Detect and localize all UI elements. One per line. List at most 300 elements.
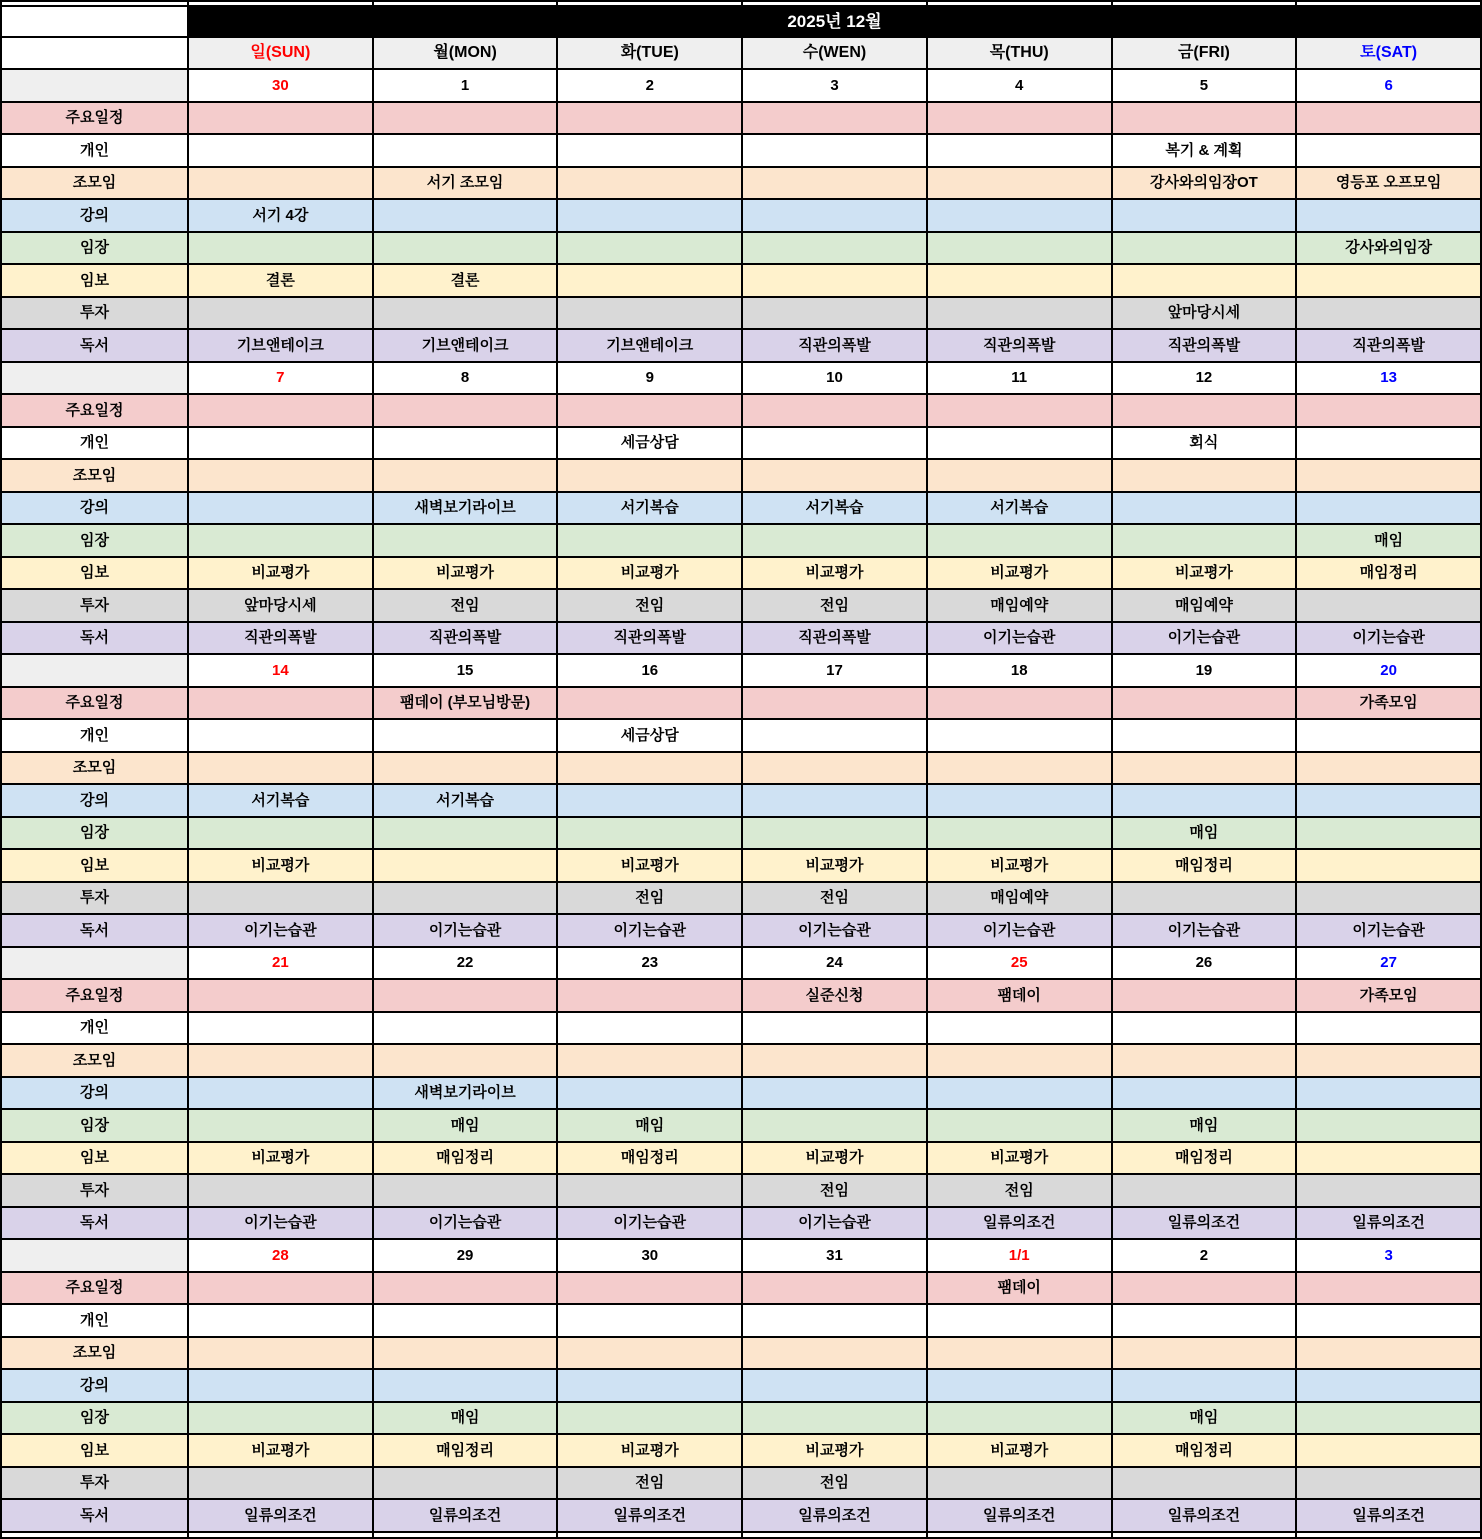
- event-cell-group-meeting-week1-tue[interactable]: [558, 168, 741, 199]
- row-label-major-schedule-week1[interactable]: 주요일정: [2, 103, 187, 134]
- event-cell-investment-week3-wed[interactable]: 전임: [743, 883, 926, 914]
- event-cell-report-week4-sun[interactable]: 비교평가: [189, 1143, 372, 1174]
- event-cell-personal-week4-fri[interactable]: [1113, 1013, 1296, 1044]
- event-cell-report-week4-thu[interactable]: 비교평가: [928, 1143, 1111, 1174]
- event-cell-group-meeting-week1-thu[interactable]: [928, 168, 1111, 199]
- event-cell-group-meeting-week5-wed[interactable]: [743, 1338, 926, 1369]
- event-cell-reading-week3-fri[interactable]: 이기는습관: [1113, 915, 1296, 946]
- date-cell-week3-wed[interactable]: 17: [743, 655, 926, 686]
- event-cell-investment-week3-sat[interactable]: [1297, 883, 1480, 914]
- date-cell-week3-mon[interactable]: 15: [374, 655, 557, 686]
- event-cell-investment-week2-tue[interactable]: 전임: [558, 590, 741, 621]
- event-cell-report-week5-thu[interactable]: 비교평가: [928, 1435, 1111, 1466]
- event-cell-personal-week5-mon[interactable]: [374, 1305, 557, 1336]
- event-cell-major-schedule-week1-thu[interactable]: [928, 103, 1111, 134]
- event-cell-lecture-week5-mon[interactable]: [374, 1370, 557, 1401]
- event-cell-reading-week1-thu[interactable]: 직관의폭발: [928, 330, 1111, 361]
- event-cell-lecture-week1-tue[interactable]: [558, 200, 741, 231]
- event-cell-report-week3-sat[interactable]: [1297, 850, 1480, 881]
- event-cell-personal-week3-tue[interactable]: 세금상담: [558, 720, 741, 751]
- event-cell-report-week1-mon[interactable]: 결론: [374, 265, 557, 296]
- event-cell-reading-week5-thu[interactable]: 일류의조건: [928, 1500, 1111, 1531]
- event-cell-major-schedule-week3-sun[interactable]: [189, 688, 372, 719]
- event-cell-investment-week2-wed[interactable]: 전임: [743, 590, 926, 621]
- event-cell-group-meeting-week4-thu[interactable]: [928, 1045, 1111, 1076]
- date-cell-week4-tue[interactable]: 23: [558, 948, 741, 979]
- event-cell-report-week3-tue[interactable]: 비교평가: [558, 850, 741, 881]
- event-cell-group-meeting-week3-wed[interactable]: [743, 753, 926, 784]
- event-cell-investment-week1-tue[interactable]: [558, 298, 741, 329]
- event-cell-reading-week1-fri[interactable]: 직관의폭발: [1113, 330, 1296, 361]
- date-cell-week3-sat[interactable]: 20: [1297, 655, 1480, 686]
- date-cell-week4-mon[interactable]: 22: [374, 948, 557, 979]
- event-cell-personal-week5-thu[interactable]: [928, 1305, 1111, 1336]
- event-cell-reading-week2-sun[interactable]: 직관의폭발: [189, 623, 372, 654]
- event-cell-lecture-week4-fri[interactable]: [1113, 1078, 1296, 1109]
- row-label-site-visit-week3[interactable]: 임장: [2, 818, 187, 849]
- event-cell-investment-week3-mon[interactable]: [374, 883, 557, 914]
- event-cell-reading-week1-mon[interactable]: 기브앤테이크: [374, 330, 557, 361]
- event-cell-site-visit-week3-tue[interactable]: [558, 818, 741, 849]
- event-cell-lecture-week3-sun[interactable]: 서기복습: [189, 785, 372, 816]
- event-cell-personal-week5-wed[interactable]: [743, 1305, 926, 1336]
- event-cell-lecture-week1-sun[interactable]: 서기 4강: [189, 200, 372, 231]
- day-header-cell-mon[interactable]: 월(MON): [374, 38, 557, 68]
- event-cell-personal-week4-wed[interactable]: [743, 1013, 926, 1044]
- event-cell-major-schedule-week5-mon[interactable]: [374, 1273, 557, 1304]
- event-cell-lecture-week3-tue[interactable]: [558, 785, 741, 816]
- event-cell-group-meeting-week5-fri[interactable]: [1113, 1338, 1296, 1369]
- event-cell-group-meeting-week4-wed[interactable]: [743, 1045, 926, 1076]
- event-cell-investment-week4-wed[interactable]: 전임: [743, 1175, 926, 1206]
- event-cell-major-schedule-week5-sun[interactable]: [189, 1273, 372, 1304]
- event-cell-lecture-week5-thu[interactable]: [928, 1370, 1111, 1401]
- event-cell-site-visit-week2-sat[interactable]: 매임: [1297, 525, 1480, 556]
- event-cell-site-visit-week1-wed[interactable]: [743, 233, 926, 264]
- row-label-lecture-week1[interactable]: 강의: [2, 200, 187, 231]
- event-cell-investment-week5-tue[interactable]: 전임: [558, 1468, 741, 1499]
- row-label-site-visit-week4[interactable]: 임장: [2, 1110, 187, 1141]
- event-cell-reading-week1-sun[interactable]: 기브앤테이크: [189, 330, 372, 361]
- row-label-report-week3[interactable]: 임보: [2, 850, 187, 881]
- event-cell-lecture-week2-thu[interactable]: 서기복습: [928, 493, 1111, 524]
- event-cell-site-visit-week3-fri[interactable]: 매임: [1113, 818, 1296, 849]
- event-cell-major-schedule-week3-fri[interactable]: [1113, 688, 1296, 719]
- row-label-major-schedule-week2[interactable]: 주요일정: [2, 395, 187, 426]
- row-label-reading-week3[interactable]: 독서: [2, 915, 187, 946]
- row-label-group-meeting-week1[interactable]: 조모임: [2, 168, 187, 199]
- event-cell-personal-week1-fri[interactable]: 복기 & 계획: [1113, 135, 1296, 166]
- event-cell-major-schedule-week2-sat[interactable]: [1297, 395, 1480, 426]
- event-cell-investment-week4-fri[interactable]: [1113, 1175, 1296, 1206]
- row-label-investment-week1[interactable]: 투자: [2, 298, 187, 329]
- event-cell-reading-week5-wed[interactable]: 일류의조건: [743, 1500, 926, 1531]
- row-label-reading-week4[interactable]: 독서: [2, 1208, 187, 1239]
- row-label-report-week2[interactable]: 임보: [2, 558, 187, 589]
- event-cell-major-schedule-week2-fri[interactable]: [1113, 395, 1296, 426]
- event-cell-reading-week5-sat[interactable]: 일류의조건: [1297, 1500, 1480, 1531]
- event-cell-major-schedule-week3-tue[interactable]: [558, 688, 741, 719]
- event-cell-major-schedule-week1-sun[interactable]: [189, 103, 372, 134]
- week-4-date-label-cell[interactable]: [2, 948, 187, 979]
- event-cell-report-week5-fri[interactable]: 매임정리: [1113, 1435, 1296, 1466]
- event-cell-site-visit-week1-sun[interactable]: [189, 233, 372, 264]
- row-label-report-week1[interactable]: 임보: [2, 265, 187, 296]
- event-cell-site-visit-week2-wed[interactable]: [743, 525, 926, 556]
- event-cell-lecture-week2-wed[interactable]: 서기복습: [743, 493, 926, 524]
- event-cell-reading-week4-mon[interactable]: 이기는습관: [374, 1208, 557, 1239]
- event-cell-major-schedule-week2-wed[interactable]: [743, 395, 926, 426]
- event-cell-group-meeting-week3-mon[interactable]: [374, 753, 557, 784]
- date-cell-week4-sun[interactable]: 21: [189, 948, 372, 979]
- event-cell-site-visit-week4-sun[interactable]: [189, 1110, 372, 1141]
- event-cell-report-week1-wed[interactable]: [743, 265, 926, 296]
- event-cell-reading-week2-sat[interactable]: 이기는습관: [1297, 623, 1480, 654]
- event-cell-personal-week1-thu[interactable]: [928, 135, 1111, 166]
- event-cell-major-schedule-week1-fri[interactable]: [1113, 103, 1296, 134]
- week-2-date-label-cell[interactable]: [2, 363, 187, 394]
- date-cell-week4-thu[interactable]: 25: [928, 948, 1111, 979]
- event-cell-reading-week2-wed[interactable]: 직관의폭발: [743, 623, 926, 654]
- event-cell-site-visit-week5-thu[interactable]: [928, 1403, 1111, 1434]
- event-cell-personal-week1-sat[interactable]: [1297, 135, 1480, 166]
- date-cell-week1-fri[interactable]: 5: [1113, 70, 1296, 101]
- event-cell-site-visit-week4-wed[interactable]: [743, 1110, 926, 1141]
- event-cell-group-meeting-week4-sat[interactable]: [1297, 1045, 1480, 1076]
- event-cell-site-visit-week4-sat[interactable]: [1297, 1110, 1480, 1141]
- date-cell-week3-tue[interactable]: 16: [558, 655, 741, 686]
- event-cell-group-meeting-week3-tue[interactable]: [558, 753, 741, 784]
- date-cell-week5-mon[interactable]: 29: [374, 1240, 557, 1271]
- event-cell-investment-week4-sat[interactable]: [1297, 1175, 1480, 1206]
- event-cell-site-visit-week3-mon[interactable]: [374, 818, 557, 849]
- event-cell-investment-week2-fri[interactable]: 매임예약: [1113, 590, 1296, 621]
- event-cell-lecture-week4-sun[interactable]: [189, 1078, 372, 1109]
- event-cell-major-schedule-week4-sat[interactable]: 가족모임: [1297, 980, 1480, 1011]
- event-cell-investment-week1-mon[interactable]: [374, 298, 557, 329]
- event-cell-investment-week5-wed[interactable]: 전임: [743, 1468, 926, 1499]
- row-label-reading-week1[interactable]: 독서: [2, 330, 187, 361]
- event-cell-site-visit-week3-sun[interactable]: [189, 818, 372, 849]
- event-cell-group-meeting-week1-fri[interactable]: 강사와의임장OT: [1113, 168, 1296, 199]
- event-cell-report-week4-sat[interactable]: [1297, 1143, 1480, 1174]
- event-cell-personal-week4-mon[interactable]: [374, 1013, 557, 1044]
- event-cell-site-visit-week4-tue[interactable]: 매임: [558, 1110, 741, 1141]
- event-cell-group-meeting-week5-tue[interactable]: [558, 1338, 741, 1369]
- event-cell-major-schedule-week4-thu[interactable]: 팸데이: [928, 980, 1111, 1011]
- event-cell-reading-week5-fri[interactable]: 일류의조건: [1113, 1500, 1296, 1531]
- event-cell-investment-week5-mon[interactable]: [374, 1468, 557, 1499]
- event-cell-lecture-week4-sat[interactable]: [1297, 1078, 1480, 1109]
- event-cell-reading-week5-tue[interactable]: 일류의조건: [558, 1500, 741, 1531]
- event-cell-investment-week4-tue[interactable]: [558, 1175, 741, 1206]
- event-cell-lecture-week5-fri[interactable]: [1113, 1370, 1296, 1401]
- event-cell-site-visit-week2-tue[interactable]: [558, 525, 741, 556]
- event-cell-site-visit-week2-fri[interactable]: [1113, 525, 1296, 556]
- row-label-report-week4[interactable]: 임보: [2, 1143, 187, 1174]
- event-cell-major-schedule-week5-thu[interactable]: 팸데이: [928, 1273, 1111, 1304]
- event-cell-investment-week1-sat[interactable]: [1297, 298, 1480, 329]
- date-cell-week1-mon[interactable]: 1: [374, 70, 557, 101]
- month-title[interactable]: 2025년 12월: [189, 7, 1480, 36]
- event-cell-group-meeting-week3-sat[interactable]: [1297, 753, 1480, 784]
- row-label-major-schedule-week5[interactable]: 주요일정: [2, 1273, 187, 1304]
- event-cell-lecture-week5-sun[interactable]: [189, 1370, 372, 1401]
- date-cell-week5-sun[interactable]: 28: [189, 1240, 372, 1271]
- event-cell-investment-week5-thu[interactable]: [928, 1468, 1111, 1499]
- event-cell-group-meeting-week1-sat[interactable]: 영등포 오프모임: [1297, 168, 1480, 199]
- event-cell-report-week3-fri[interactable]: 매임정리: [1113, 850, 1296, 881]
- event-cell-report-week3-sun[interactable]: 비교평가: [189, 850, 372, 881]
- event-cell-report-week1-thu[interactable]: [928, 265, 1111, 296]
- date-cell-week1-sun[interactable]: 30: [189, 70, 372, 101]
- event-cell-site-visit-week4-fri[interactable]: 매임: [1113, 1110, 1296, 1141]
- event-cell-lecture-week4-thu[interactable]: [928, 1078, 1111, 1109]
- event-cell-group-meeting-week2-wed[interactable]: [743, 460, 926, 491]
- event-cell-major-schedule-week2-sun[interactable]: [189, 395, 372, 426]
- event-cell-group-meeting-week3-fri[interactable]: [1113, 753, 1296, 784]
- date-cell-week2-thu[interactable]: 11: [928, 363, 1111, 394]
- event-cell-investment-week5-sat[interactable]: [1297, 1468, 1480, 1499]
- event-cell-group-meeting-week2-sat[interactable]: [1297, 460, 1480, 491]
- event-cell-site-visit-week1-fri[interactable]: [1113, 233, 1296, 264]
- row-label-personal-week4[interactable]: 개인: [2, 1013, 187, 1044]
- row-label-site-visit-week2[interactable]: 임장: [2, 525, 187, 556]
- event-cell-major-schedule-week1-tue[interactable]: [558, 103, 741, 134]
- event-cell-personal-week3-mon[interactable]: [374, 720, 557, 751]
- event-cell-site-visit-week3-wed[interactable]: [743, 818, 926, 849]
- event-cell-investment-week3-sun[interactable]: [189, 883, 372, 914]
- event-cell-report-week2-wed[interactable]: 비교평가: [743, 558, 926, 589]
- date-cell-week2-mon[interactable]: 8: [374, 363, 557, 394]
- date-cell-week5-wed[interactable]: 31: [743, 1240, 926, 1271]
- event-cell-site-visit-week4-mon[interactable]: 매임: [374, 1110, 557, 1141]
- event-cell-lecture-week3-thu[interactable]: [928, 785, 1111, 816]
- event-cell-major-schedule-week1-wed[interactable]: [743, 103, 926, 134]
- event-cell-site-visit-week4-thu[interactable]: [928, 1110, 1111, 1141]
- row-label-investment-week2[interactable]: 투자: [2, 590, 187, 621]
- event-cell-group-meeting-week2-sun[interactable]: [189, 460, 372, 491]
- event-cell-reading-week5-sun[interactable]: 일류의조건: [189, 1500, 372, 1531]
- row-label-investment-week5[interactable]: 투자: [2, 1468, 187, 1499]
- event-cell-personal-week2-sat[interactable]: [1297, 428, 1480, 459]
- day-header-cell-fri[interactable]: 금(FRI): [1113, 38, 1296, 68]
- event-cell-lecture-week3-fri[interactable]: [1113, 785, 1296, 816]
- event-cell-personal-week2-tue[interactable]: 세금상담: [558, 428, 741, 459]
- event-cell-lecture-week1-wed[interactable]: [743, 200, 926, 231]
- day-header-cell-sat[interactable]: 토(SAT): [1297, 38, 1480, 68]
- date-cell-week2-wed[interactable]: 10: [743, 363, 926, 394]
- event-cell-personal-week2-sun[interactable]: [189, 428, 372, 459]
- date-cell-week5-thu[interactable]: 1/1: [928, 1240, 1111, 1271]
- date-cell-week2-sun[interactable]: 7: [189, 363, 372, 394]
- row-label-personal-week3[interactable]: 개인: [2, 720, 187, 751]
- event-cell-major-schedule-week4-mon[interactable]: [374, 980, 557, 1011]
- event-cell-site-visit-week5-sun[interactable]: [189, 1403, 372, 1434]
- event-cell-personal-week5-fri[interactable]: [1113, 1305, 1296, 1336]
- event-cell-report-week2-sun[interactable]: 비교평가: [189, 558, 372, 589]
- event-cell-site-visit-week5-tue[interactable]: [558, 1403, 741, 1434]
- event-cell-lecture-week5-sat[interactable]: [1297, 1370, 1480, 1401]
- event-cell-investment-week2-sun[interactable]: 앞마당시세: [189, 590, 372, 621]
- event-cell-lecture-week4-mon[interactable]: 새벽보기라이브: [374, 1078, 557, 1109]
- event-cell-reading-week3-sun[interactable]: 이기는습관: [189, 915, 372, 946]
- event-cell-site-visit-week1-thu[interactable]: [928, 233, 1111, 264]
- row-label-lecture-week3[interactable]: 강의: [2, 785, 187, 816]
- event-cell-investment-week4-sun[interactable]: [189, 1175, 372, 1206]
- row-label-major-schedule-week3[interactable]: 주요일정: [2, 688, 187, 719]
- event-cell-group-meeting-week2-mon[interactable]: [374, 460, 557, 491]
- event-cell-reading-week4-sat[interactable]: 일류의조건: [1297, 1208, 1480, 1239]
- date-cell-week5-tue[interactable]: 30: [558, 1240, 741, 1271]
- event-cell-lecture-week1-thu[interactable]: [928, 200, 1111, 231]
- event-cell-personal-week4-sat[interactable]: [1297, 1013, 1480, 1044]
- event-cell-investment-week1-wed[interactable]: [743, 298, 926, 329]
- event-cell-reading-week4-fri[interactable]: 일류의조건: [1113, 1208, 1296, 1239]
- row-label-investment-week3[interactable]: 투자: [2, 883, 187, 914]
- event-cell-lecture-week2-sun[interactable]: [189, 493, 372, 524]
- event-cell-personal-week4-tue[interactable]: [558, 1013, 741, 1044]
- event-cell-report-week1-tue[interactable]: [558, 265, 741, 296]
- event-cell-lecture-week4-wed[interactable]: [743, 1078, 926, 1109]
- row-label-group-meeting-week4[interactable]: 조모임: [2, 1045, 187, 1076]
- event-cell-reading-week5-mon[interactable]: 일류의조건: [374, 1500, 557, 1531]
- row-label-report-week5[interactable]: 임보: [2, 1435, 187, 1466]
- event-cell-lecture-week2-tue[interactable]: 서기복습: [558, 493, 741, 524]
- event-cell-site-visit-week3-thu[interactable]: [928, 818, 1111, 849]
- event-cell-report-week2-thu[interactable]: 비교평가: [928, 558, 1111, 589]
- event-cell-group-meeting-week1-sun[interactable]: [189, 168, 372, 199]
- date-cell-week3-sun[interactable]: 14: [189, 655, 372, 686]
- event-cell-reading-week4-wed[interactable]: 이기는습관: [743, 1208, 926, 1239]
- event-cell-personal-week3-wed[interactable]: [743, 720, 926, 751]
- event-cell-investment-week4-thu[interactable]: 전임: [928, 1175, 1111, 1206]
- row-label-lecture-week4[interactable]: 강의: [2, 1078, 187, 1109]
- event-cell-lecture-week5-wed[interactable]: [743, 1370, 926, 1401]
- event-cell-group-meeting-week4-fri[interactable]: [1113, 1045, 1296, 1076]
- event-cell-site-visit-week5-mon[interactable]: 매임: [374, 1403, 557, 1434]
- event-cell-reading-week3-tue[interactable]: 이기는습관: [558, 915, 741, 946]
- event-cell-lecture-week1-mon[interactable]: [374, 200, 557, 231]
- event-cell-group-meeting-week3-thu[interactable]: [928, 753, 1111, 784]
- date-cell-week1-wed[interactable]: 3: [743, 70, 926, 101]
- date-cell-week4-fri[interactable]: 26: [1113, 948, 1296, 979]
- date-cell-week5-sat[interactable]: 3: [1297, 1240, 1480, 1271]
- event-cell-reading-week2-thu[interactable]: 이기는습관: [928, 623, 1111, 654]
- event-cell-group-meeting-week4-tue[interactable]: [558, 1045, 741, 1076]
- date-cell-week2-sat[interactable]: 13: [1297, 363, 1480, 394]
- event-cell-reading-week1-tue[interactable]: 기브앤테이크: [558, 330, 741, 361]
- event-cell-major-schedule-week5-tue[interactable]: [558, 1273, 741, 1304]
- week-3-date-label-cell[interactable]: [2, 655, 187, 686]
- date-cell-week3-thu[interactable]: 18: [928, 655, 1111, 686]
- row-label-personal-week2[interactable]: 개인: [2, 428, 187, 459]
- day-header-cell-thu[interactable]: 목(THU): [928, 38, 1111, 68]
- event-cell-group-meeting-week5-mon[interactable]: [374, 1338, 557, 1369]
- event-cell-report-week2-tue[interactable]: 비교평가: [558, 558, 741, 589]
- event-cell-report-week4-fri[interactable]: 매임정리: [1113, 1143, 1296, 1174]
- event-cell-group-meeting-week3-sun[interactable]: [189, 753, 372, 784]
- event-cell-report-week3-wed[interactable]: 비교평가: [743, 850, 926, 881]
- event-cell-personal-week3-thu[interactable]: [928, 720, 1111, 751]
- event-cell-lecture-week1-fri[interactable]: [1113, 200, 1296, 231]
- row-label-group-meeting-week2[interactable]: 조모임: [2, 460, 187, 491]
- event-cell-major-schedule-week3-sat[interactable]: 가족모임: [1297, 688, 1480, 719]
- event-cell-major-schedule-week4-tue[interactable]: [558, 980, 741, 1011]
- event-cell-investment-week5-sun[interactable]: [189, 1468, 372, 1499]
- row-label-personal-week1[interactable]: 개인: [2, 135, 187, 166]
- event-cell-report-week1-fri[interactable]: [1113, 265, 1296, 296]
- week-5-date-label-cell[interactable]: [2, 1240, 187, 1271]
- event-cell-site-visit-week2-thu[interactable]: [928, 525, 1111, 556]
- row-label-major-schedule-week4[interactable]: 주요일정: [2, 980, 187, 1011]
- event-cell-major-schedule-week4-wed[interactable]: 실준신청: [743, 980, 926, 1011]
- event-cell-investment-week2-mon[interactable]: 전임: [374, 590, 557, 621]
- event-cell-report-week2-mon[interactable]: 비교평가: [374, 558, 557, 589]
- date-cell-week3-fri[interactable]: 19: [1113, 655, 1296, 686]
- event-cell-group-meeting-week5-thu[interactable]: [928, 1338, 1111, 1369]
- date-cell-week1-sat[interactable]: 6: [1297, 70, 1480, 101]
- event-cell-reading-week2-tue[interactable]: 직관의폭발: [558, 623, 741, 654]
- row-label-group-meeting-week3[interactable]: 조모임: [2, 753, 187, 784]
- event-cell-site-visit-week1-tue[interactable]: [558, 233, 741, 264]
- event-cell-report-week5-sat[interactable]: [1297, 1435, 1480, 1466]
- row-label-reading-week2[interactable]: 독서: [2, 623, 187, 654]
- event-cell-major-schedule-week4-sun[interactable]: [189, 980, 372, 1011]
- day-header-cell-sun[interactable]: 일(SUN): [189, 38, 372, 68]
- row-label-site-visit-week1[interactable]: 임장: [2, 233, 187, 264]
- event-cell-group-meeting-week1-wed[interactable]: [743, 168, 926, 199]
- event-cell-reading-week3-mon[interactable]: 이기는습관: [374, 915, 557, 946]
- event-cell-personal-week5-sun[interactable]: [189, 1305, 372, 1336]
- date-cell-week4-sat[interactable]: 27: [1297, 948, 1480, 979]
- event-cell-major-schedule-week1-mon[interactable]: [374, 103, 557, 134]
- event-cell-report-week4-wed[interactable]: 비교평가: [743, 1143, 926, 1174]
- event-cell-site-visit-week3-sat[interactable]: [1297, 818, 1480, 849]
- event-cell-reading-week2-mon[interactable]: 직관의폭발: [374, 623, 557, 654]
- day-header-corner-cell[interactable]: [2, 38, 187, 68]
- event-cell-lecture-week3-wed[interactable]: [743, 785, 926, 816]
- event-cell-lecture-week2-fri[interactable]: [1113, 493, 1296, 524]
- event-cell-major-schedule-week4-fri[interactable]: [1113, 980, 1296, 1011]
- event-cell-major-schedule-week3-mon[interactable]: 팸데이 (부모님방문): [374, 688, 557, 719]
- event-cell-site-visit-week1-mon[interactable]: [374, 233, 557, 264]
- event-cell-personal-week3-sat[interactable]: [1297, 720, 1480, 751]
- event-cell-personal-week3-fri[interactable]: [1113, 720, 1296, 751]
- event-cell-personal-week2-wed[interactable]: [743, 428, 926, 459]
- row-label-personal-week5[interactable]: 개인: [2, 1305, 187, 1336]
- event-cell-site-visit-week2-mon[interactable]: [374, 525, 557, 556]
- row-label-reading-week5[interactable]: 독서: [2, 1500, 187, 1531]
- event-cell-reading-week1-sat[interactable]: 직관의폭발: [1297, 330, 1480, 361]
- event-cell-personal-week4-sun[interactable]: [189, 1013, 372, 1044]
- event-cell-major-schedule-week5-sat[interactable]: [1297, 1273, 1480, 1304]
- event-cell-lecture-week4-tue[interactable]: [558, 1078, 741, 1109]
- event-cell-investment-week2-sat[interactable]: [1297, 590, 1480, 621]
- row-label-group-meeting-week5[interactable]: 조모임: [2, 1338, 187, 1369]
- row-label-lecture-week2[interactable]: 강의: [2, 493, 187, 524]
- event-cell-site-visit-week5-sat[interactable]: [1297, 1403, 1480, 1434]
- event-cell-personal-week2-fri[interactable]: 회식: [1113, 428, 1296, 459]
- event-cell-report-week2-sat[interactable]: 매임정리: [1297, 558, 1480, 589]
- event-cell-group-meeting-week5-sat[interactable]: [1297, 1338, 1480, 1369]
- date-cell-week2-tue[interactable]: 9: [558, 363, 741, 394]
- title-corner-cell[interactable]: [2, 7, 187, 36]
- event-cell-major-schedule-week2-tue[interactable]: [558, 395, 741, 426]
- day-header-cell-wed[interactable]: 수(WEN): [743, 38, 926, 68]
- event-cell-group-meeting-week1-mon[interactable]: 서기 조모임: [374, 168, 557, 199]
- event-cell-report-week5-sun[interactable]: 비교평가: [189, 1435, 372, 1466]
